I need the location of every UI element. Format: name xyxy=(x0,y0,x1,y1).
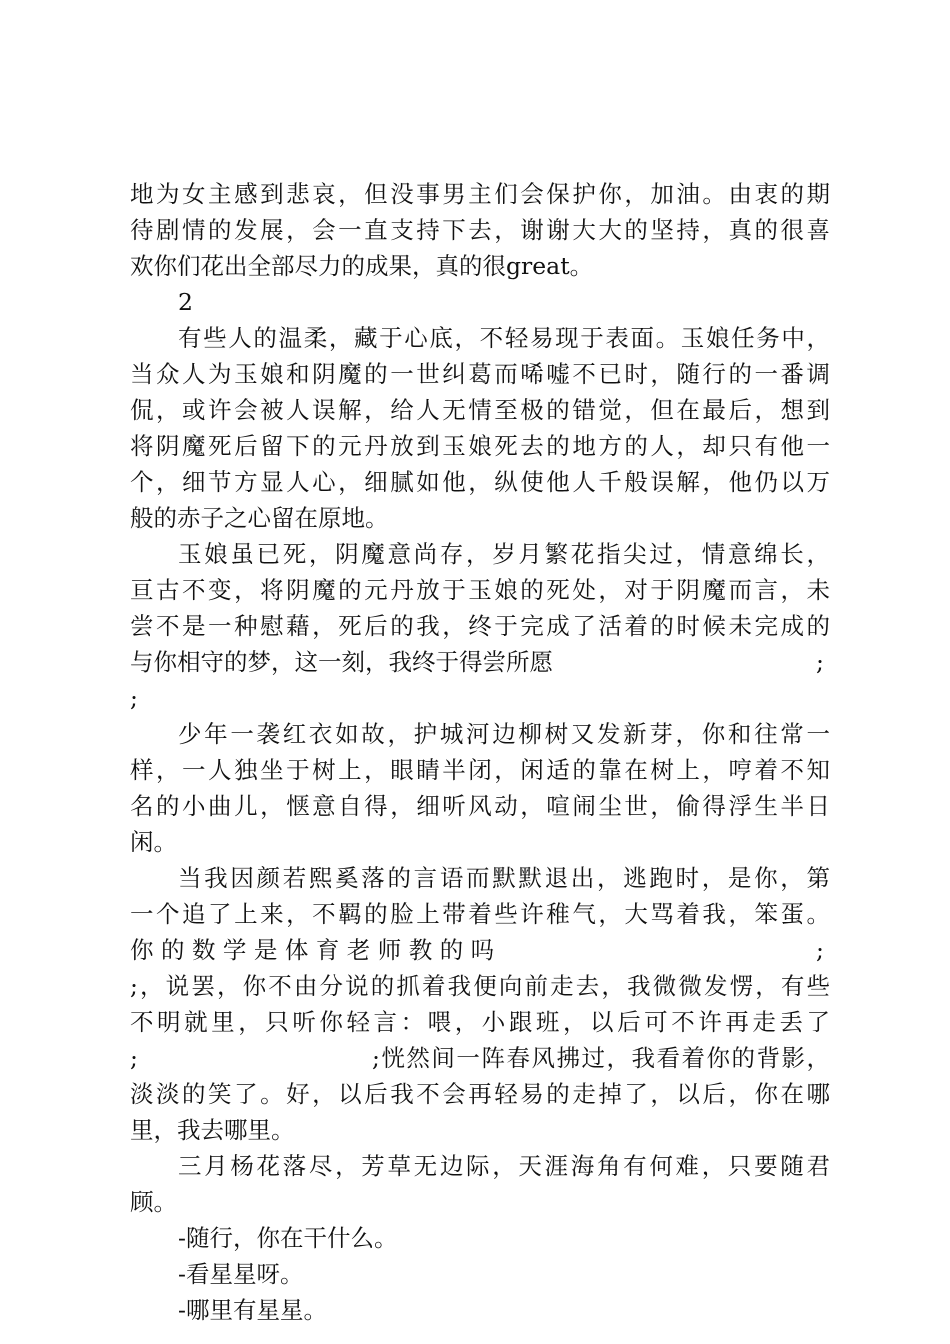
text-line: 闲。 xyxy=(130,828,177,856)
text-line: 少年一袭红衣如故，护城河边柳树又发新芽，你和往常一 xyxy=(178,720,830,748)
text-line: 当众人为玉娘和阴魔的一世纠葛而唏嘘不已时，随行的一番调 xyxy=(130,360,830,388)
text-line: 不明就里，只听你轻言：喂，小跟班，以后可不许再走丢了 xyxy=(130,1008,830,1036)
text-line: 尝不是一种慰藉，死后的我，终于完成了活着的时候未完成的 xyxy=(130,612,830,640)
text-line: 一个追了上来，不羁的脸上带着些许稚气，大骂着我，笨蛋。 xyxy=(130,900,830,928)
text-line: 里，我去哪里。 xyxy=(130,1116,295,1144)
dialogue-line: -哪里有星星。 xyxy=(178,1296,327,1324)
text-line: ;恍然间一阵春风拂过，我看着你的背影， xyxy=(372,1044,830,1072)
text-line: 地为女主感到悲哀，但没事男主们会保护你，加油。由衷的期 xyxy=(130,180,830,208)
text-line: 你 的 数 学 是 体 育 老 师 教 的 吗 xyxy=(130,936,495,964)
dialogue-line: -随行，你在干什么。 xyxy=(178,1224,398,1252)
text-line: 个，细节方显人心，细腻如他，纵使他人千般误解，他仍以万 xyxy=(130,468,830,496)
text-line: 欢你们花出全部尽力的成果，真的很great。 xyxy=(130,252,594,280)
text-line: 当我因颜若熙奚落的言语而默默退出，逃跑时，是你，第 xyxy=(178,864,830,892)
text-line: 般的赤子之心留在原地。 xyxy=(130,504,389,532)
text-line: 待剧情的发展，会一直支持下去，谢谢大大的坚持，真的很喜 xyxy=(130,216,830,244)
text-line: ; xyxy=(130,1044,138,1072)
text-line: ; xyxy=(130,684,138,712)
text-line: 将阴魔死后留下的元丹放到玉娘死去的地方的人，却只有他一 xyxy=(130,432,830,460)
section-number: 2 xyxy=(178,288,193,316)
text-line: 侃，或许会被人误解，给人无情至极的错觉，但在最后，想到 xyxy=(130,396,830,424)
semicolon-mark: ; xyxy=(816,936,824,964)
text-line: 样，一人独坐于树上，眼睛半闭，闲适的靠在树上，哼着不知 xyxy=(130,756,830,784)
text-line: 顾。 xyxy=(130,1188,177,1216)
text-line: 与你相守的梦，这一刻，我终于得尝所愿 xyxy=(130,648,553,676)
text-line: 亘古不变，将阴魔的元丹放于玉娘的死处，对于阴魔而言，未 xyxy=(130,576,830,604)
text-line: ;，说罢，你不由分说的抓着我便向前走去，我微微发愣，有些 xyxy=(130,972,830,1000)
text-line: 淡淡的笑了。好，以后我不会再轻易的走掉了，以后，你在哪 xyxy=(130,1080,830,1108)
text-line: 有些人的温柔，藏于心底，不轻易现于表面。玉娘任务中， xyxy=(178,324,830,352)
dialogue-line: -看星星呀。 xyxy=(178,1260,304,1288)
text-line: 名的小曲儿，惬意自得，细听风动，喧闹尘世，偷得浮生半日 xyxy=(130,792,830,820)
semicolon-mark: ; xyxy=(816,648,824,676)
text-line: 玉娘虽已死，阴魔意尚存，岁月繁花指尖过，情意绵长， xyxy=(178,540,830,568)
text-line: 三月杨花落尽，芳草无边际，天涯海角有何难，只要随君 xyxy=(178,1152,830,1180)
